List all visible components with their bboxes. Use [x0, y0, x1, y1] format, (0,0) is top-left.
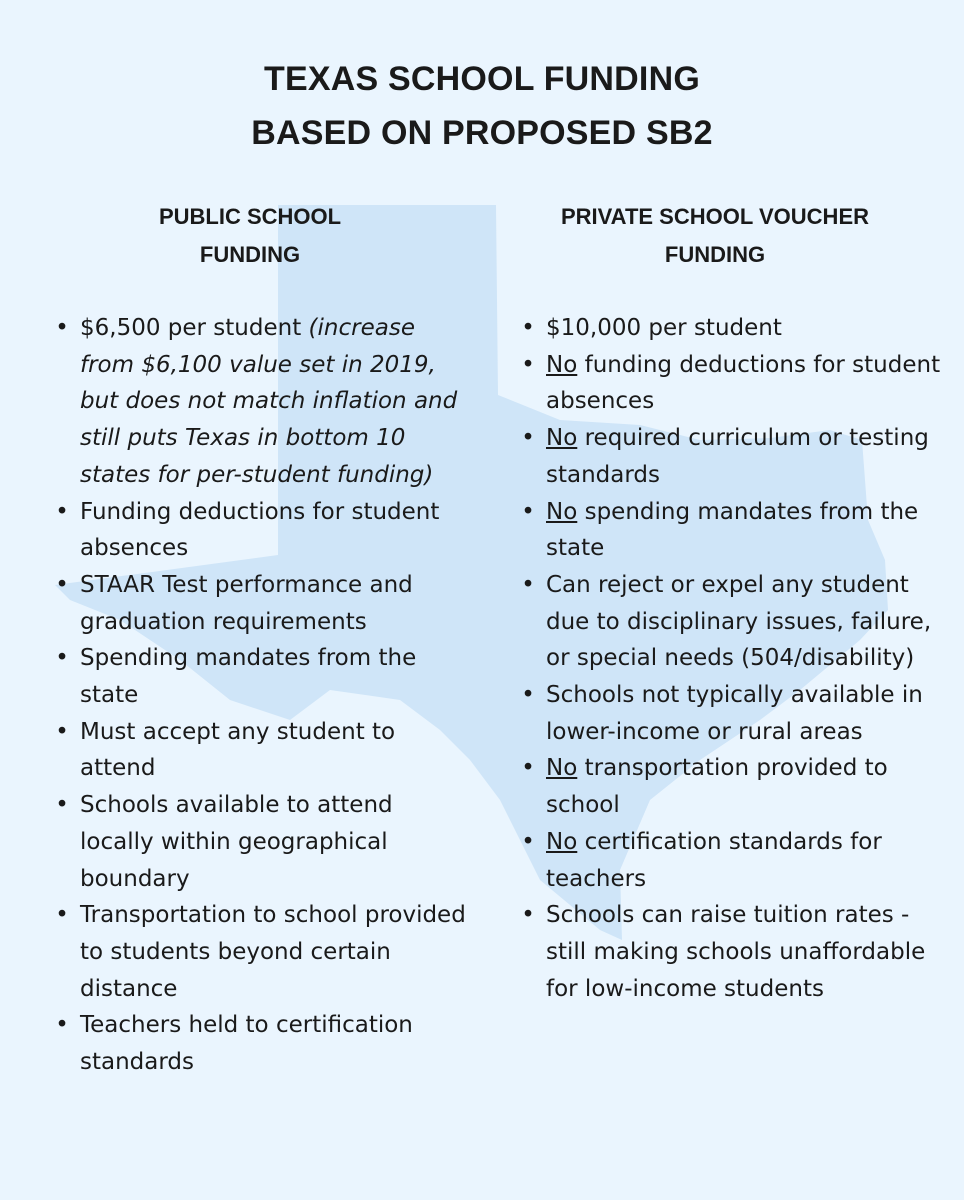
list-item — [46, 567, 466, 640]
bullet-icon: • — [521, 682, 535, 709]
bullet-icon: • — [521, 571, 535, 598]
item-text: Funding deductions for student absences — [80, 498, 440, 562]
item-text: Can reject or expel any student due to disciplinary issues, failure, or special needs (504/disability) — [546, 571, 932, 672]
item-text: Teachers held to certification standards — [80, 1012, 413, 1076]
item-text: Must accept any student to attend — [80, 718, 396, 782]
item-prefix: No — [546, 351, 578, 378]
item-text: required curriculum or testing standards — [546, 425, 929, 488]
bullet-icon: • — [521, 498, 535, 525]
list-item — [512, 310, 942, 347]
list-item — [46, 897, 466, 1007]
list-item — [46, 310, 466, 494]
private-heading-line-1: PRIVATE SCHOOL VOUCHER — [560, 204, 870, 229]
item-text: Transportation to school provided to students beyond certain distance — [80, 902, 466, 1002]
item-text: Spending mandates from the state — [80, 645, 417, 709]
list-item — [46, 494, 466, 567]
list-item — [46, 714, 466, 787]
title-line-2: BASED ON PROPOSED SB2 — [251, 114, 713, 152]
bullet-icon: • — [55, 1012, 69, 1039]
public-heading-line-2: FUNDING — [199, 242, 301, 267]
bullet-icon: • — [55, 718, 69, 745]
bullet-icon: • — [55, 645, 69, 672]
item-text: STAAR Test performance and graduation requirements — [80, 571, 413, 635]
item-text: spending mandates from the state — [546, 498, 919, 562]
item-prefix: No — [546, 828, 578, 855]
bullet-icon: • — [521, 425, 535, 452]
private-school-heading — [500, 198, 930, 274]
item-text: $6,500 per student — [80, 315, 309, 341]
item-note: (increase from $6,100 value set in 2019, but does not match inflation and still puts Texas in bottom 10 states for per-student funding) — [80, 315, 458, 488]
item-prefix: No — [546, 425, 578, 452]
list-item — [46, 1007, 466, 1080]
private-heading-line-2: FUNDING — [664, 242, 766, 267]
list-item — [512, 750, 942, 823]
item-prefix: No — [546, 755, 578, 782]
list-item — [512, 677, 942, 750]
item-text: Schools can raise tuition rates - still making schools unaffordable for low-income students — [546, 902, 926, 1002]
bullet-icon: • — [55, 792, 69, 819]
bullet-icon: • — [521, 828, 535, 855]
bullet-icon: • — [55, 902, 69, 929]
title-line-1: TEXAS SCHOOL FUNDING — [264, 60, 700, 98]
item-text: certification standards for teachers — [546, 828, 882, 892]
item-text: Schools not typically available in lower-income or rural areas — [546, 682, 923, 745]
bullet-icon: • — [521, 902, 535, 929]
item-text: funding deductions for student absences — [546, 351, 941, 415]
bullet-icon: • — [55, 571, 69, 598]
bullet-icon: • — [521, 351, 535, 378]
item-text: Schools available to attend locally within geographical boundary — [80, 792, 393, 892]
bullet-icon: • — [55, 315, 69, 341]
list-item — [512, 897, 942, 1007]
bullet-icon: • — [521, 315, 535, 341]
list-item — [46, 640, 466, 713]
bullet-icon: • — [521, 755, 535, 782]
list-item — [512, 420, 942, 493]
list-item — [46, 787, 466, 897]
item-prefix: No — [546, 498, 578, 525]
private-school-list — [512, 310, 942, 1007]
list-item — [512, 347, 942, 420]
item-text: transportation provided to school — [546, 755, 888, 819]
public-school-list — [46, 310, 466, 1081]
public-heading-line-1: PUBLIC SCHOOL — [158, 204, 342, 229]
list-item — [512, 567, 942, 677]
bullet-icon: • — [55, 498, 69, 525]
page-title — [0, 52, 964, 160]
list-item — [512, 494, 942, 567]
list-item — [512, 824, 942, 897]
public-school-heading — [80, 198, 420, 274]
item-text: $10,000 per student — [546, 315, 782, 341]
